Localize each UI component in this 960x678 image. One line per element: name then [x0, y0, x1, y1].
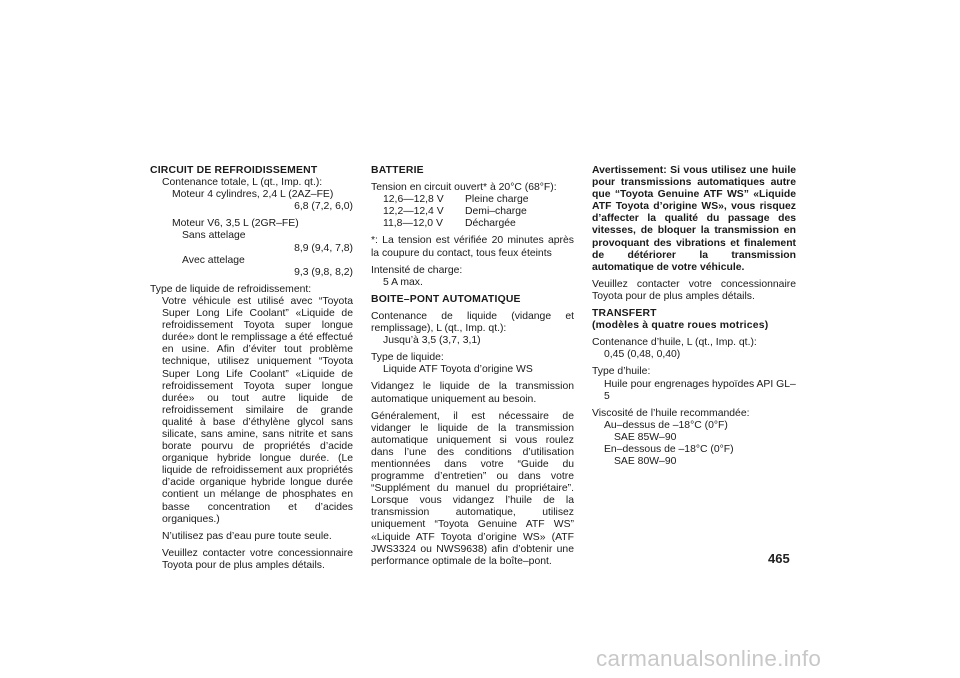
- fluid-capacity-label: Contenance de liquide (vidange et remplissage), L (qt., Imp. qt.):: [371, 310, 574, 335]
- viscosity-below: En–dessous de –18°C (0°F): [604, 443, 734, 455]
- charge-value: 5 A max.: [383, 276, 423, 288]
- voltage-label: Tension en circuit ouvert* à 20°C (68°F):: [371, 182, 557, 194]
- oil-capacity-label: Contenance d’huile, L (qt., Imp. qt.):: [592, 337, 757, 349]
- voltage-value: 12,6—12,8 V: [383, 194, 444, 206]
- column-warning-transfer: [592, 165, 796, 468]
- voltage-row: [371, 194, 574, 206]
- engine-4cyl-value: 6,8 (7,2, 6,0): [294, 201, 353, 213]
- engine-v6: Moteur V6, 3,5 L (2GR–FE): [172, 218, 299, 230]
- general-text: Généralement, il est nécessaire de vidanger le liquide de la transmission automatique uniquement si vous roulez dans l’une des conditions d’utilisation mentionnées dans votre “Guide du programme d’entretien” ou dans votre “Supplément du manuel du propriétaire”. Lorsque vous vidangez l’huile de la transmission automatique, utilisez uniquement “Toyota Genuine ATF WS” «Liquide ATF Toyota d’origine WS» (ATF JWS3324 ou NWS9638) afin d’obtenir une performance optimale de la boîte–pont.: [371, 410, 574, 567]
- tow-label: Avec attelage: [182, 254, 245, 266]
- section-heading-transfer: TRANSFERT: [592, 308, 657, 320]
- voltage-state: Demi–charge: [465, 206, 527, 218]
- fluid-type-label: Type de liquide:: [371, 352, 444, 364]
- oil-type-value: Huile pour engrenages hypoïdes API GL–5: [604, 378, 796, 402]
- viscosity-label: Viscosité de l’huile recommandée:: [592, 407, 750, 419]
- engine-4cyl: Moteur 4 cylindres, 2,4 L (2AZ–FE): [172, 189, 334, 201]
- section-heading: CIRCUIT DE REFROIDISSEMENT: [150, 165, 318, 176]
- voltage-state: Pleine charge: [465, 194, 529, 206]
- fluid-type-value: Liquide ATF Toyota d’origine WS: [383, 364, 533, 376]
- page-number: 465: [768, 551, 790, 566]
- section-heading-transaxle: BOITE–PONT AUTOMATIQUE: [371, 293, 521, 305]
- column-battery-transmission: [371, 165, 574, 568]
- voltage-state: Déchargée: [465, 218, 516, 230]
- tow-value: 9,3 (9,8, 8,2): [294, 266, 353, 278]
- charge-label: Intensité de charge:: [371, 264, 463, 276]
- no-tow-value: 8,9 (9,4, 7,8): [294, 242, 353, 254]
- section-heading: BATTERIE: [371, 165, 424, 176]
- fluid-capacity-value: Jusqu’à 3,5 (3,7, 3,1): [383, 335, 481, 347]
- voltage-row: [371, 218, 574, 230]
- no-water-text: N’utilisez pas d’eau pure toute seule.: [162, 530, 332, 542]
- viscosity-above: Au–dessus de –18°C (0°F): [604, 419, 728, 431]
- watermark-text: carmanualsonline.info: [596, 646, 822, 671]
- viscosity-above-value: SAE 85W–90: [614, 431, 677, 443]
- coolant-text: Votre véhicule est utilisé avec “Toyota Super Long Life Coolant” «Liquide de refroidissement Toyota super longue durée» dont le remplissage a été effectué en usine. Afin d’éviter tout problème technique, utilisez uniquement “Toyota Super Long Life Coolant” «Liquide de refroidissement Toyota super longue durée» ou tout autre liquide de refroidissement similaire de grande qualité à base d’éthylène glycol sans silicate, sans amine, sans nitrite et sans borate pourvu de propriétés d’acide organique hybride longue durée. (Le liquide de refroidissement aux propriétés d’acide organique hybride longue durée contient un mélange de phosphates en basse concentration et d’acides organiques.): [162, 295, 354, 525]
- warning-text: Avertissement: Si vous utilisez une huile pour transmissions automatiques autre que “Toyota Genuine ATF WS” «Liquide ATF Toyota d’origine WS», vous risquez d’affecter la qualité du passage des vitesses, de bloquer la transmission en provoquant des vibrations et finalement de détériorer la transmission automatique de votre véhicule.: [592, 165, 796, 273]
- voltage-value: 11,8—12,0 V: [383, 218, 443, 230]
- coolant-type-label: Type de liquide de refroidissement:: [150, 283, 312, 295]
- viscosity-below-value: SAE 80W–90: [614, 456, 677, 468]
- section-subheading: (modèles à quatre roues motrices): [592, 320, 769, 332]
- capacity-label: Contenance totale, L (qt., Imp. qt.):: [162, 177, 323, 189]
- voltage-row: [371, 206, 574, 218]
- no-tow-label: Sans attelage: [182, 230, 246, 242]
- oil-capacity-value: 0,45 (0,48, 0,40): [604, 349, 681, 361]
- column-cooling-system: [150, 165, 353, 572]
- contact-text: Veuillez contacter votre concessionnaire Toyota pour de plus amples détails.: [592, 278, 796, 302]
- contact-text: Veuillez contacter votre concessionnaire Toyota pour de plus amples détails.: [162, 547, 353, 571]
- voltage-footnote: *: La tension est vérifiée 20 minutes après la coupure du contact, tous feux éteints: [371, 235, 574, 259]
- voltage-value: 12,2—12,4 V: [383, 206, 444, 218]
- oil-type-label: Type d’huile:: [592, 366, 651, 378]
- drain-text: Vidangez le liquide de la transmission automatique uniquement au besoin.: [371, 381, 574, 405]
